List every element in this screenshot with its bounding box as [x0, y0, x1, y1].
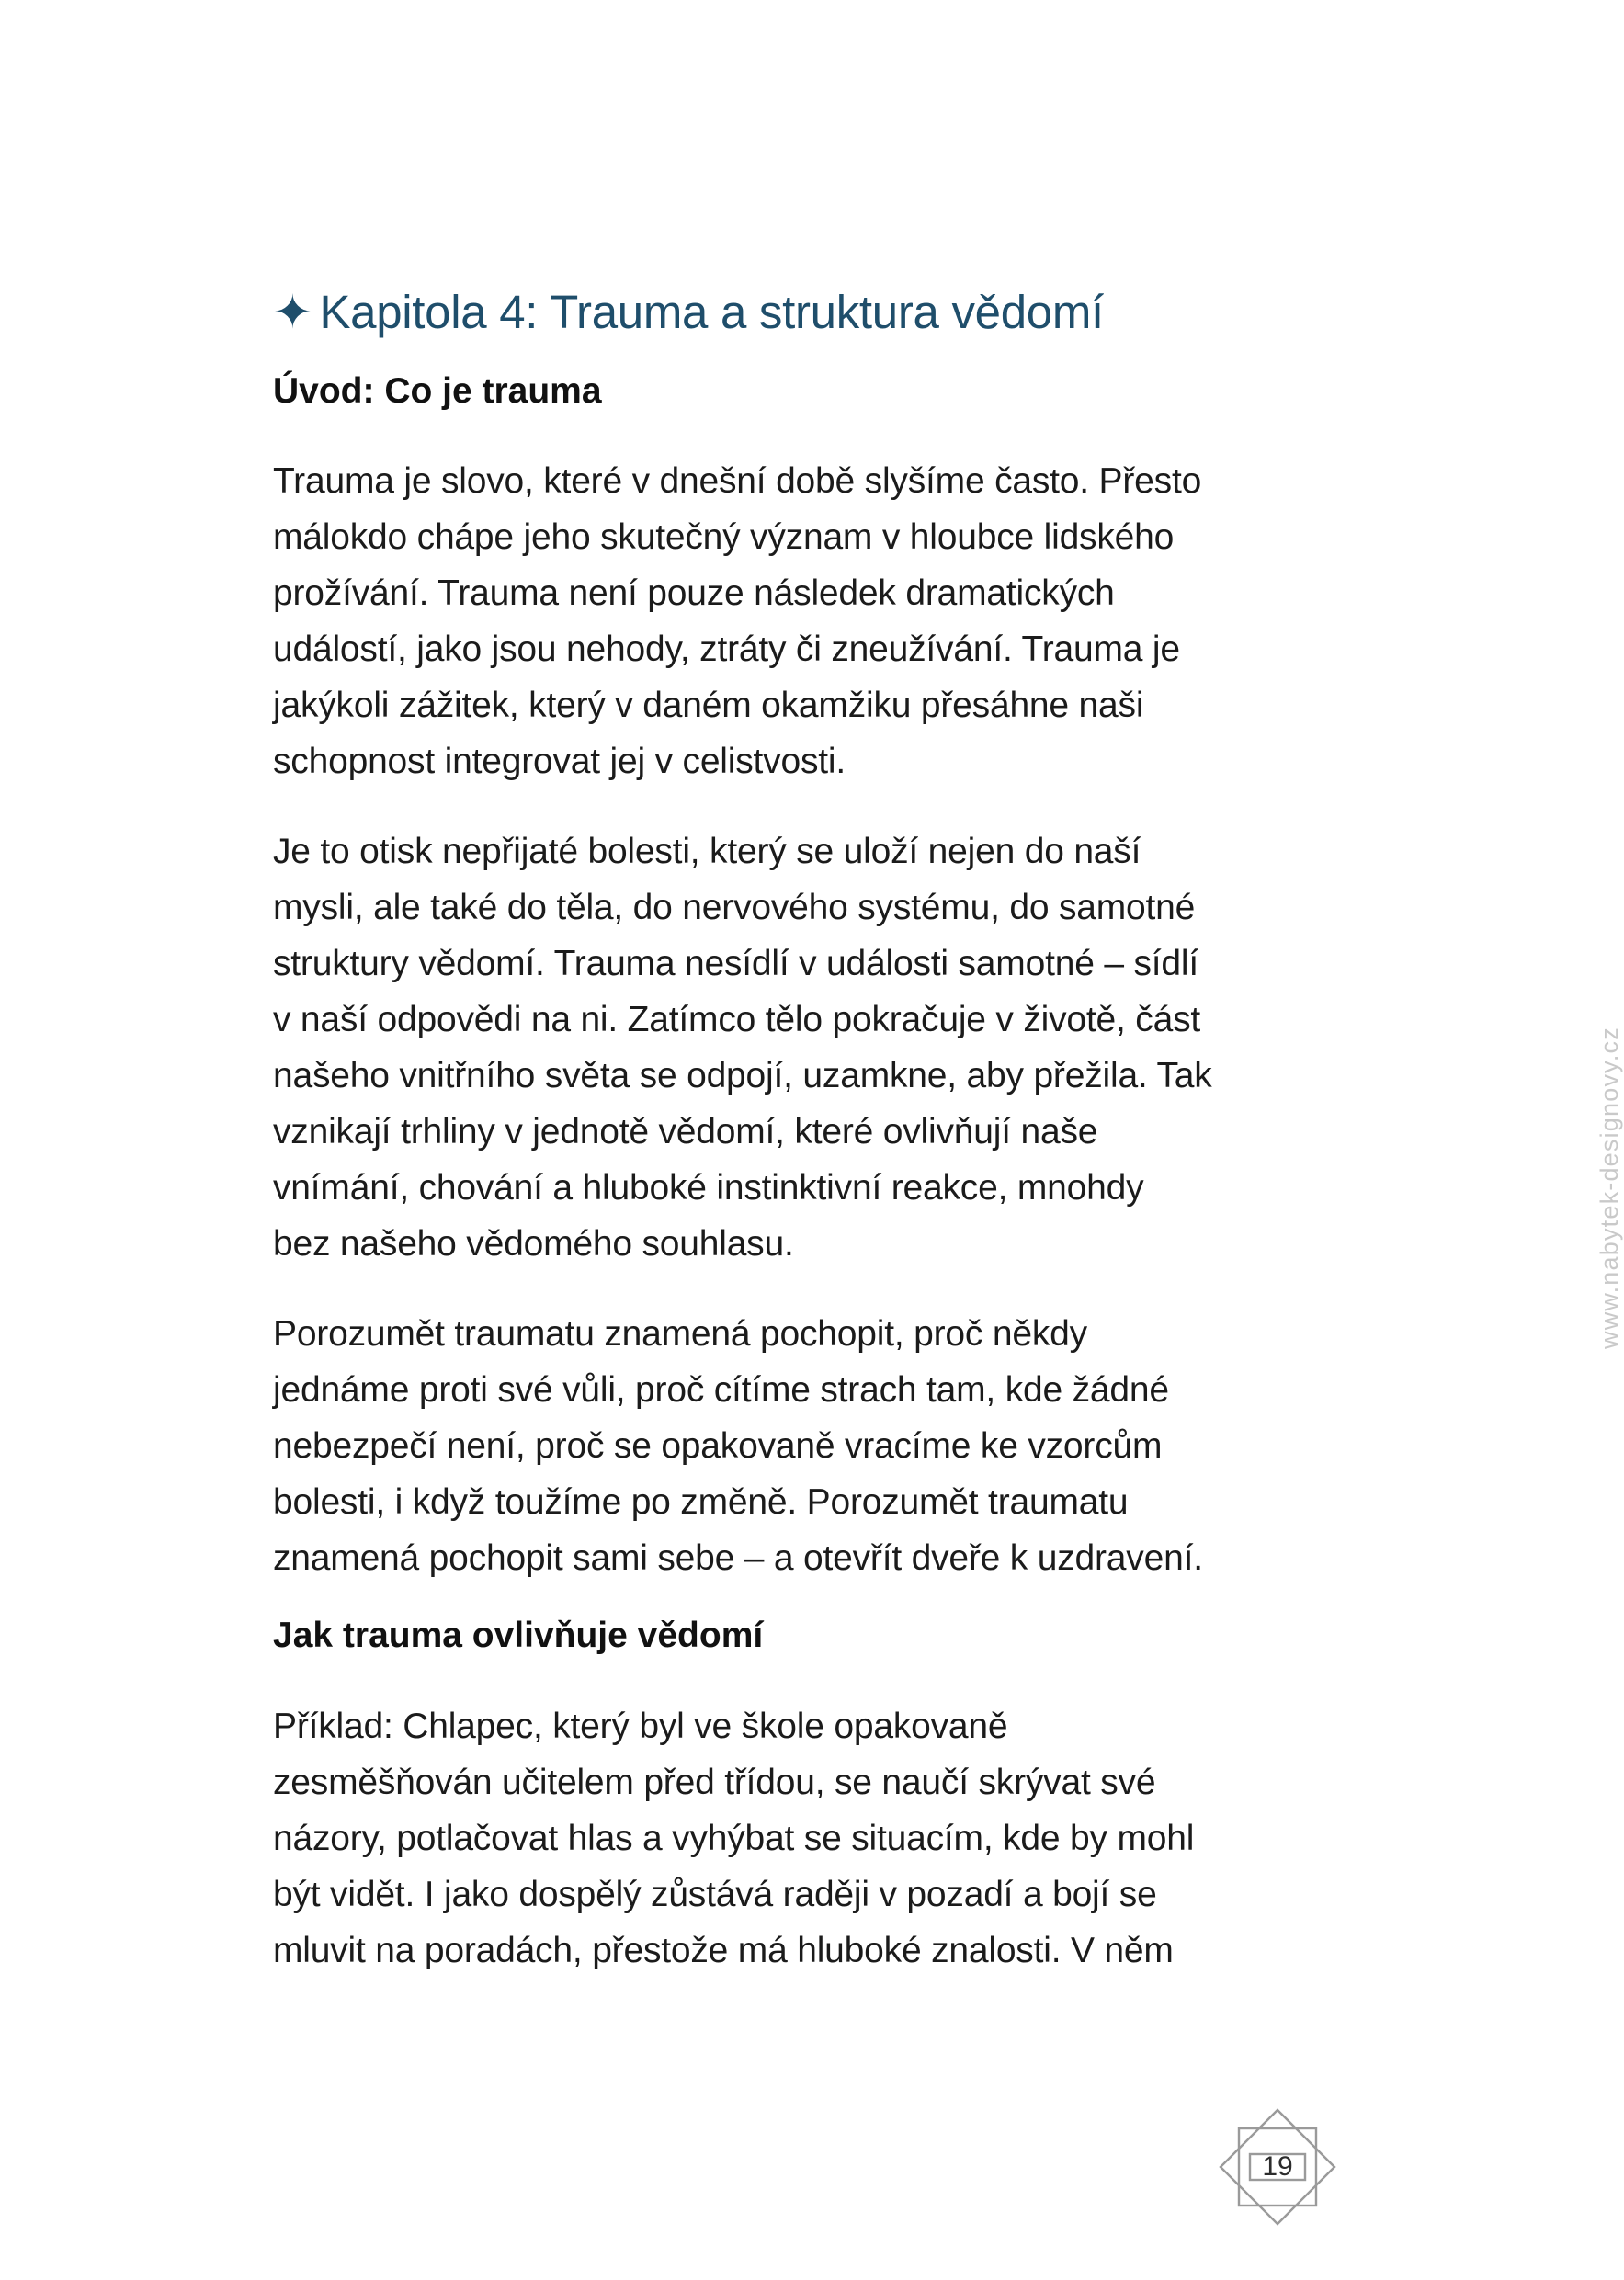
paragraph-line: názory, potlačovat hlas a vyhýbat se situacím, kde by mohl	[273, 1819, 1195, 1858]
paragraph-3	[273, 1306, 1367, 1586]
paragraph-line: prožívání. Trauma není pouze následek dramatických	[273, 573, 1115, 613]
paragraph-line: málokdo chápe jeho skutečný význam v hloubce lidského	[273, 517, 1175, 557]
sparkle-icon: ✦	[273, 286, 312, 338]
paragraph-line: jakýkoli zážitek, který v daném okamžiku přesáhne naši	[273, 686, 1144, 725]
paragraph-line: událostí, jako jsou nehody, ztráty či zneužívání. Trauma je	[273, 630, 1180, 669]
paragraph-1	[273, 453, 1367, 789]
paragraph-4	[273, 1698, 1367, 1979]
paragraph-line: vnímání, chování a hluboké instinktivní reakce, mnohdy	[273, 1168, 1144, 1208]
chapter-title	[273, 276, 1367, 349]
paragraph-line: Porozumět traumatu znamená pochopit, proč někdy	[273, 1314, 1087, 1354]
paragraph-line: našeho vnitřního světa se odpojí, uzamkne, aby přežila. Tak	[273, 1056, 1212, 1095]
paragraph-line: být vidět. I jako dospělý zůstává raději v pozadí a bojí se	[273, 1875, 1157, 1914]
paragraph-line: vznikají trhliny v jednotě vědomí, které ovlivňují naše	[273, 1112, 1098, 1151]
paragraph-line: schopnost integrovat jej v celistvosti.	[273, 742, 846, 781]
paragraph-line: znamená pochopit sami sebe – a otevřít dveře k uzdravení.	[273, 1538, 1203, 1578]
page-number: 19	[1262, 2151, 1293, 2182]
chapter-title-text: Kapitola 4: Trauma a struktura vědomí	[319, 286, 1104, 338]
paragraph-line: mysli, ale také do těla, do nervového systému, do samotné	[273, 888, 1196, 927]
page-content	[273, 276, 1367, 1979]
paragraph-line: v naší odpovědi na ni. Zatímco tělo pokračuje v životě, část	[273, 1000, 1201, 1039]
website-watermark: www.nabytek-designovy.cz	[1596, 1027, 1623, 1349]
paragraph-line: mluvit na poradách, přestože má hluboké znalosti. V něm	[273, 1931, 1174, 1970]
section-heading-intro: Úvod: Co je trauma	[273, 371, 602, 411]
paragraph-line: Trauma je slovo, které v dnešní době slyšíme často. Přesto	[273, 461, 1202, 501]
section-heading-consciousness: Jak trauma ovlivňuje vědomí	[273, 1616, 764, 1655]
paragraph-line: Je to otisk nepřijaté bolesti, který se uloží nejen do naší	[273, 832, 1141, 871]
paragraph-line: zesměšňován učitelem před třídou, se naučí skrývat své	[273, 1763, 1156, 1802]
paragraph-line: nebezpečí není, proč se opakovaně vracíme ke vzorcům	[273, 1426, 1163, 1466]
paragraph-2	[273, 823, 1367, 1272]
paragraph-line: Příklad: Chlapec, který byl ve škole opakovaně	[273, 1707, 1008, 1746]
paragraph-line: jednáme proti své vůli, proč cítíme strach tam, kde žádné	[273, 1370, 1169, 1410]
paragraph-line: bolesti, i když toužíme po změně. Porozumět traumatu	[273, 1482, 1129, 1522]
paragraph-line: struktury vědomí. Trauma nesídlí v události samotné – sídlí	[273, 944, 1198, 983]
paragraph-line: bez našeho vědomého souhlasu.	[273, 1224, 794, 1264]
page-number-frame	[1215, 2104, 1340, 2229]
